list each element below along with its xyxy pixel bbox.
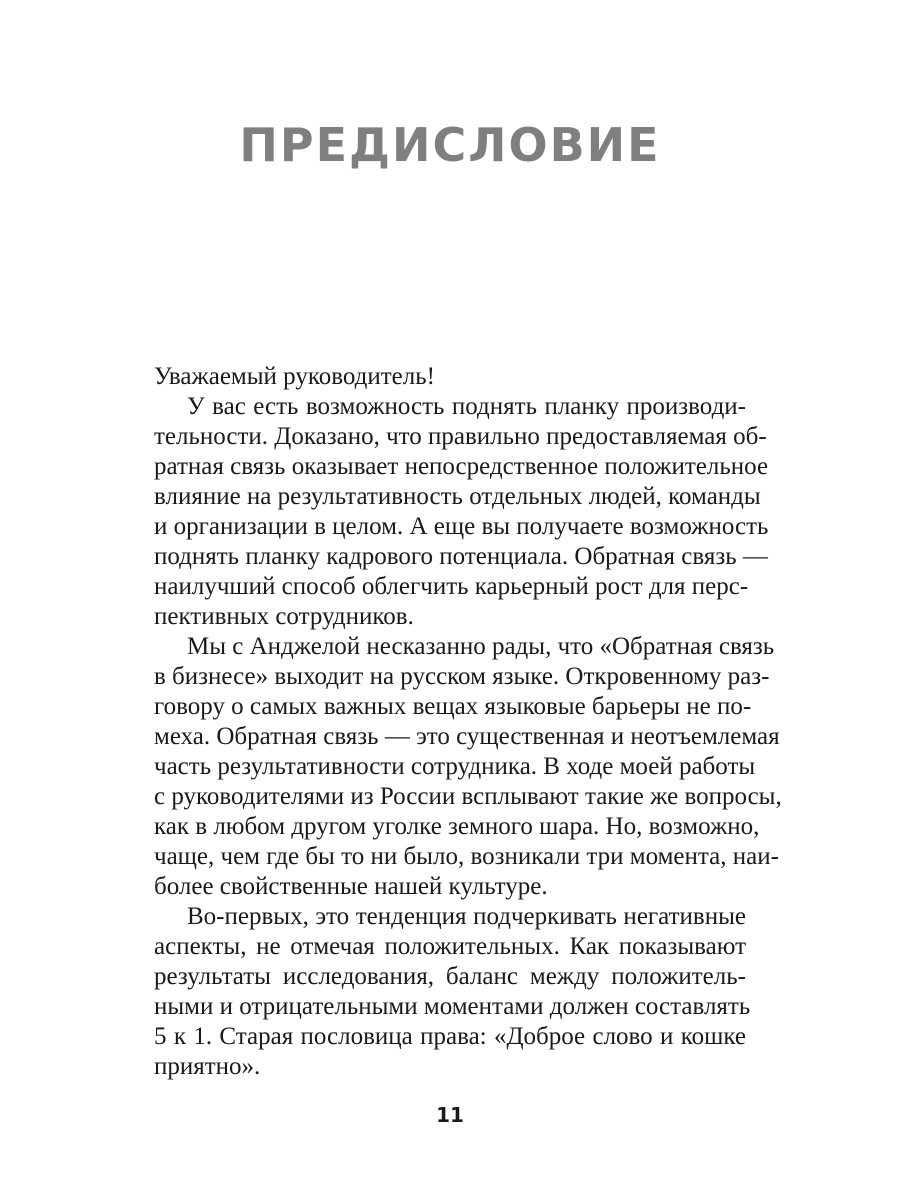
paragraph-3 xyxy=(154,902,751,1082)
text-line: с руководителями из России всплывают такие же вопросы, xyxy=(154,783,782,810)
paragraph-2 xyxy=(154,632,782,902)
text-line: аспекты, не отмечая положительных. Как показывают xyxy=(154,933,746,960)
text-line: результаты исследования, баланс между положитель- xyxy=(154,963,746,990)
text-line: как в любом другом уголке земного шара. Но, возможно, xyxy=(154,813,760,840)
text-line: Мы с Анджелой несказанно рады, что «Обратная связь xyxy=(187,633,775,660)
body-text xyxy=(154,362,782,1082)
text-line: 5 к 1. Старая пословица права: «Доброе слово и кошке xyxy=(154,1023,746,1050)
text-line: ными и отрицательными моментами должен составлять xyxy=(154,993,751,1020)
text-line: тельности. Доказано, что правильно предоставляемая об- xyxy=(154,423,767,450)
text-line: Во-первых, это тенденция подчеркивать негативные xyxy=(187,903,746,930)
text-line: У вас есть возможность поднять планку производи- xyxy=(187,393,746,420)
text-line: пективных сотрудников. xyxy=(154,603,414,630)
text-line: и организации в целом. А еще вы получаете возможность xyxy=(154,513,769,540)
page-number: 11 xyxy=(436,1103,464,1127)
text-line: в бизнесе» выходит на русском языке. Откровенному раз- xyxy=(154,663,770,690)
text-line: наилучший способ облегчить карьерный рост для перс- xyxy=(154,573,749,600)
greeting: Уважаемый руководитель! xyxy=(154,363,435,390)
text-line: влияние на результативность отдельных людей, команды xyxy=(154,483,761,510)
text-line: меха. Обратная связь — это существенная и неотъемлемая xyxy=(154,723,780,750)
text-line: приятно». xyxy=(154,1053,261,1080)
paragraph-1 xyxy=(154,392,769,632)
text-line: более свойственные нашей культуре. xyxy=(154,873,548,900)
chapter-title: ПРЕДИСЛОВИЕ xyxy=(239,118,661,172)
text-line: ратная связь оказывает непосредственное положительное xyxy=(154,453,769,480)
text-line: чаще, чем где бы то ни было, возникали три момента, наи- xyxy=(154,843,779,870)
text-line: поднять планку кадрового потенциала. Обратная связь — xyxy=(154,543,768,570)
text-line: говору о самых важных вещах языковые барьеры не по- xyxy=(154,693,752,720)
text-line: часть результативности сотрудника. В ходе моей работы xyxy=(154,753,756,780)
